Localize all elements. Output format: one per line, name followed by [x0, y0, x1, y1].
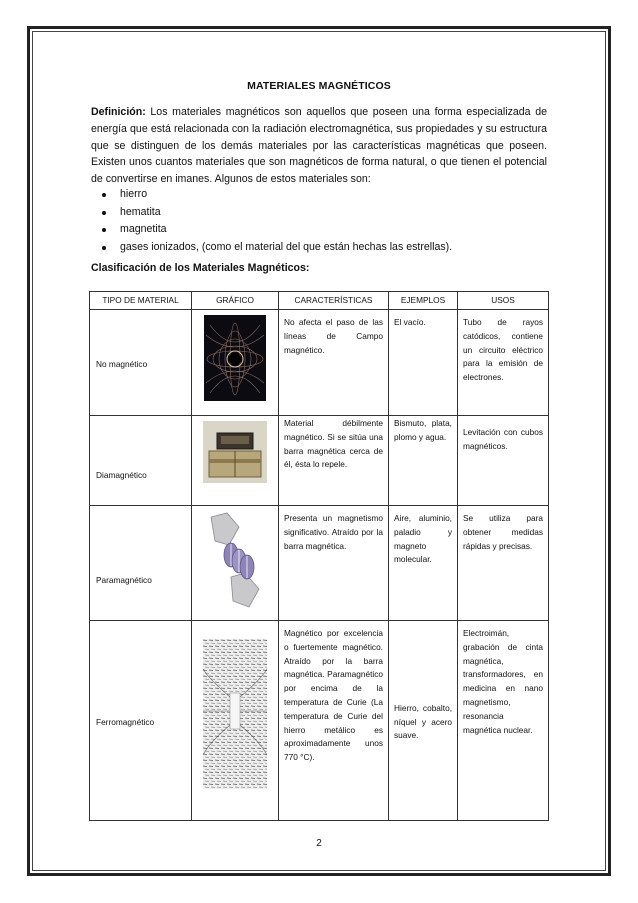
cell-type: No magnético — [90, 310, 192, 416]
definition-paragraph — [91, 104, 547, 188]
page-number: 2 — [316, 838, 322, 849]
cell-uses: Levitación con cubos magnéticos. — [458, 416, 549, 506]
bullet-icon — [102, 193, 106, 197]
table-row — [90, 310, 549, 416]
cell-characteristics: Material débilmente magnético. Si se sitúa una barra magnética cerca de él, ésta lo repele. — [279, 416, 389, 506]
table-row — [90, 416, 549, 506]
cell-uses: Se utiliza para obtener medidas rápidas y precisas. — [458, 506, 549, 621]
cell-type: Paramagnético — [90, 506, 192, 621]
table-row — [90, 621, 549, 821]
cell-examples: Hierro, cobalto, níquel y acero suave. — [389, 621, 458, 821]
cell-examples: Bismuto, plata, plomo y agua. — [389, 416, 458, 506]
bullet-icon — [102, 211, 106, 215]
header-uses: USOS — [458, 292, 549, 310]
cell-graphic — [192, 416, 279, 506]
definition-label: Definición: — [91, 106, 146, 118]
list-item: hematita — [91, 204, 452, 222]
magnetic-field-vortex-image — [204, 315, 266, 401]
cell-examples: El vacío. — [389, 310, 458, 416]
header-type: TIPO DE MATERIAL — [90, 292, 192, 310]
cell-characteristics: No afecta el paso de las líneas de Campo magnético. — [279, 310, 389, 416]
cell-uses: Electroimán, grabación de cinta magnética, transformadores, en medicina en nano magnetismo, resonancia magnética nuclear. — [458, 621, 549, 821]
cell-uses: Tubo de rayos catódicos, contiene un circuito eléctrico para la emisión de electrones. — [458, 310, 549, 416]
cell-graphic — [192, 310, 279, 416]
iron-filings-image — [203, 639, 267, 789]
header-examples: EJEMPLOS — [389, 292, 458, 310]
cell-type: Ferromagnético — [90, 621, 192, 821]
bullet-icon — [102, 246, 106, 250]
definition-text: Los materiales magnéticos son aquellos que poseen una forma especializada de energía que está relacionada con la radiación electromagnética, sus propiedades y su estructura que se distinguen de los demás materiales por las características magnéticas que poseen. Existen unos cuantos materiales que son magnéticos de forma natural, o que tienen el potencial de convertirse en imanes. Algunos de estos materiales son: — [91, 106, 547, 186]
list-item: magnetita — [91, 221, 452, 239]
cell-graphic — [192, 506, 279, 621]
paramagnetic-poles-image — [205, 511, 265, 611]
materials-bullet-list — [91, 186, 452, 256]
classification-title: Clasificación de los Materiales Magnéticos: — [91, 262, 310, 274]
cell-graphic — [192, 621, 279, 821]
materials-table — [89, 291, 549, 821]
list-item: hierro — [91, 186, 452, 204]
table-row — [90, 506, 549, 621]
header-characteristics: CARACTERÍSTICAS — [279, 292, 389, 310]
bullet-icon — [102, 228, 106, 232]
page-title: MATERIALES MAGNÉTICOS — [247, 80, 391, 92]
header-graphic: GRÁFICO — [192, 292, 279, 310]
levitating-cube-image — [203, 421, 267, 483]
cell-characteristics: Presenta un magnetismo significativo. Atraído por la barra magnética. — [279, 506, 389, 621]
cell-type: Diamagnético — [90, 416, 192, 506]
cell-characteristics: Magnético por excelencia o fuertemente magnético. Atraído por la barra magnética. Paramagnético por encima de la temperatura de Curie (La temperatura de Curie del hierro metálico es aproximadamente unos 770 °C). — [279, 621, 389, 821]
list-item: gases ionizados, (como el material del que están hechas las estrellas). — [91, 239, 452, 257]
cell-examples: Aire, aluminio, paladio y magneto molecular. — [389, 506, 458, 621]
table-header-row — [90, 292, 549, 310]
